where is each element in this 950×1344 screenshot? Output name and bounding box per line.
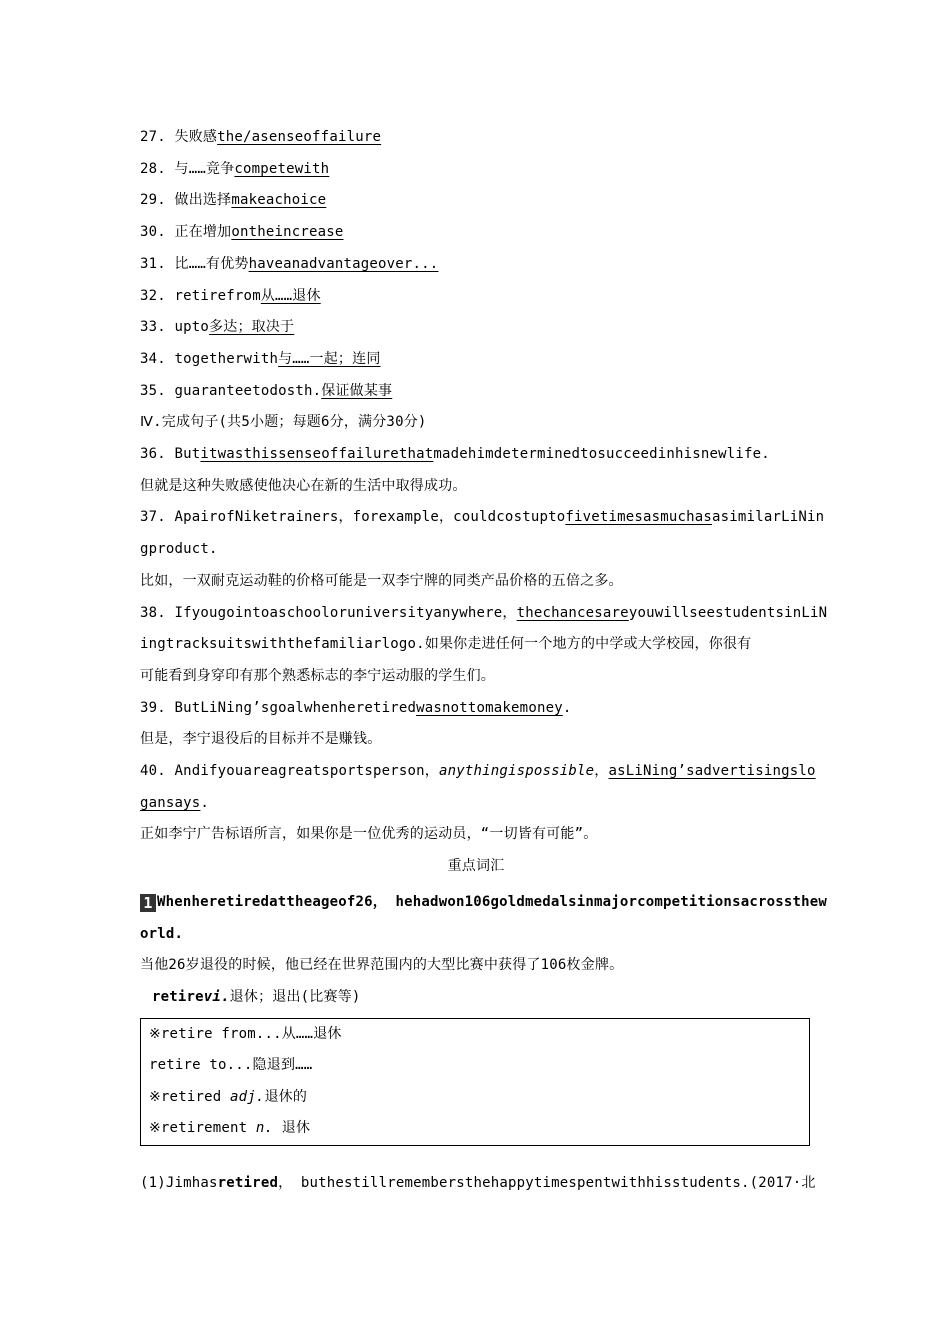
phrase-31: 31. 比……有优势haveanadvantageover... [140, 255, 439, 272]
item-1-translation: 当他26岁退役的时候，他已经在世界范围内的大型比赛中获得了106枚金牌。 [140, 957, 624, 974]
sentence-40-cont: gansays. [140, 794, 210, 811]
sentence-37-translation: 比如，一双耐克运动鞋的价格可能是一双李宁牌的同类产品价格的五倍之多。 [140, 572, 623, 589]
usage-retirement: ※retirement n. 退休 [149, 1120, 311, 1137]
item-1-cont: orld. [140, 925, 184, 942]
sentence-40: 40. Andifyouareagreatsportsperson，anythingispossible，asLiNing’sadvertisingslo [140, 763, 816, 780]
phrase-32: 32. retirefrom从……退休 [140, 287, 321, 304]
phrase-35: 35. guaranteetodosth.保证做某事 [140, 382, 393, 399]
sentence-40-translation: 正如李宁广告标语所言，如果你是一位优秀的运动员，“一切皆有可能”。 [140, 826, 598, 843]
document-page [140, 122, 828, 1200]
section-title: Ⅳ.完成句子(共5小题；每题6分，满分30分) [140, 414, 427, 431]
sentence-39: 39. ButLiNing’sgoalwhenheretiredwasnottomakemoney. [140, 699, 572, 716]
phrase-30: 30. 正在增加ontheincrease [140, 224, 344, 241]
sentence-38: 38. Ifyougointoaschooloruniversityanywhere，thechancesareyouwillseestudentsinLiN [140, 604, 828, 621]
sentence-38-cont: ingtracksuitswiththefamiliarlogo.如果你走进任何一个地方的中学或大学校园，你很有 [140, 636, 752, 653]
sentence-37-cont: gproduct. [140, 541, 218, 558]
sentence-39-translation: 但是，李宁退役后的目标并不是赚钱。 [140, 731, 382, 748]
sentence-38-translation: 可能看到身穿印有那个熟悉标志的李宁运动服的学生们。 [140, 667, 495, 684]
usage-retired: ※retired adj.退休的 [149, 1088, 308, 1105]
vocab-heading: 重点词汇 [447, 858, 505, 875]
sentence-36-translation: 但就是这种失败感使他决心在新的生活中取得成功。 [140, 477, 467, 494]
phrase-29: 29. 做出选择makeachoice [140, 192, 327, 209]
sentence-37: 37. ApairofNiketrainers，forexample，couldcostuptofivetimesasmuchasasimilarLiNin [140, 509, 825, 526]
phrase-27: 27. 失败感the/asenseoffailure [140, 129, 382, 145]
phrase-28: 28. 与……竞争competewith [140, 160, 330, 177]
sentence-36: 36. Butitwasthissenseoffailurethatmadehimdeterminedtosucceedinhisnewlife. [140, 446, 770, 463]
example-1: (1)Jimhasretired， buthestillremembersthehappytimespentwithhisstudents.(2017·北 [140, 1175, 816, 1192]
phrase-34: 34. togetherwith与……一起；连同 [140, 350, 381, 367]
item-number-badge: 1 [140, 894, 156, 912]
phrase-33: 33. upto多达；取决于 [140, 319, 295, 336]
usage-retire-to: retire to...隐退到…… [149, 1057, 313, 1074]
retire-definition: retirevi.退休；退出(比赛等) [152, 988, 361, 1005]
item-1-sentence: 1 Whenheretiredattheageof26， hehadwon106goldmedalsinmajorcompetitionsacrossthew [140, 887, 812, 919]
usage-retire-from: ※retire from...从……退休 [149, 1025, 342, 1042]
usage-box [140, 1018, 810, 1146]
